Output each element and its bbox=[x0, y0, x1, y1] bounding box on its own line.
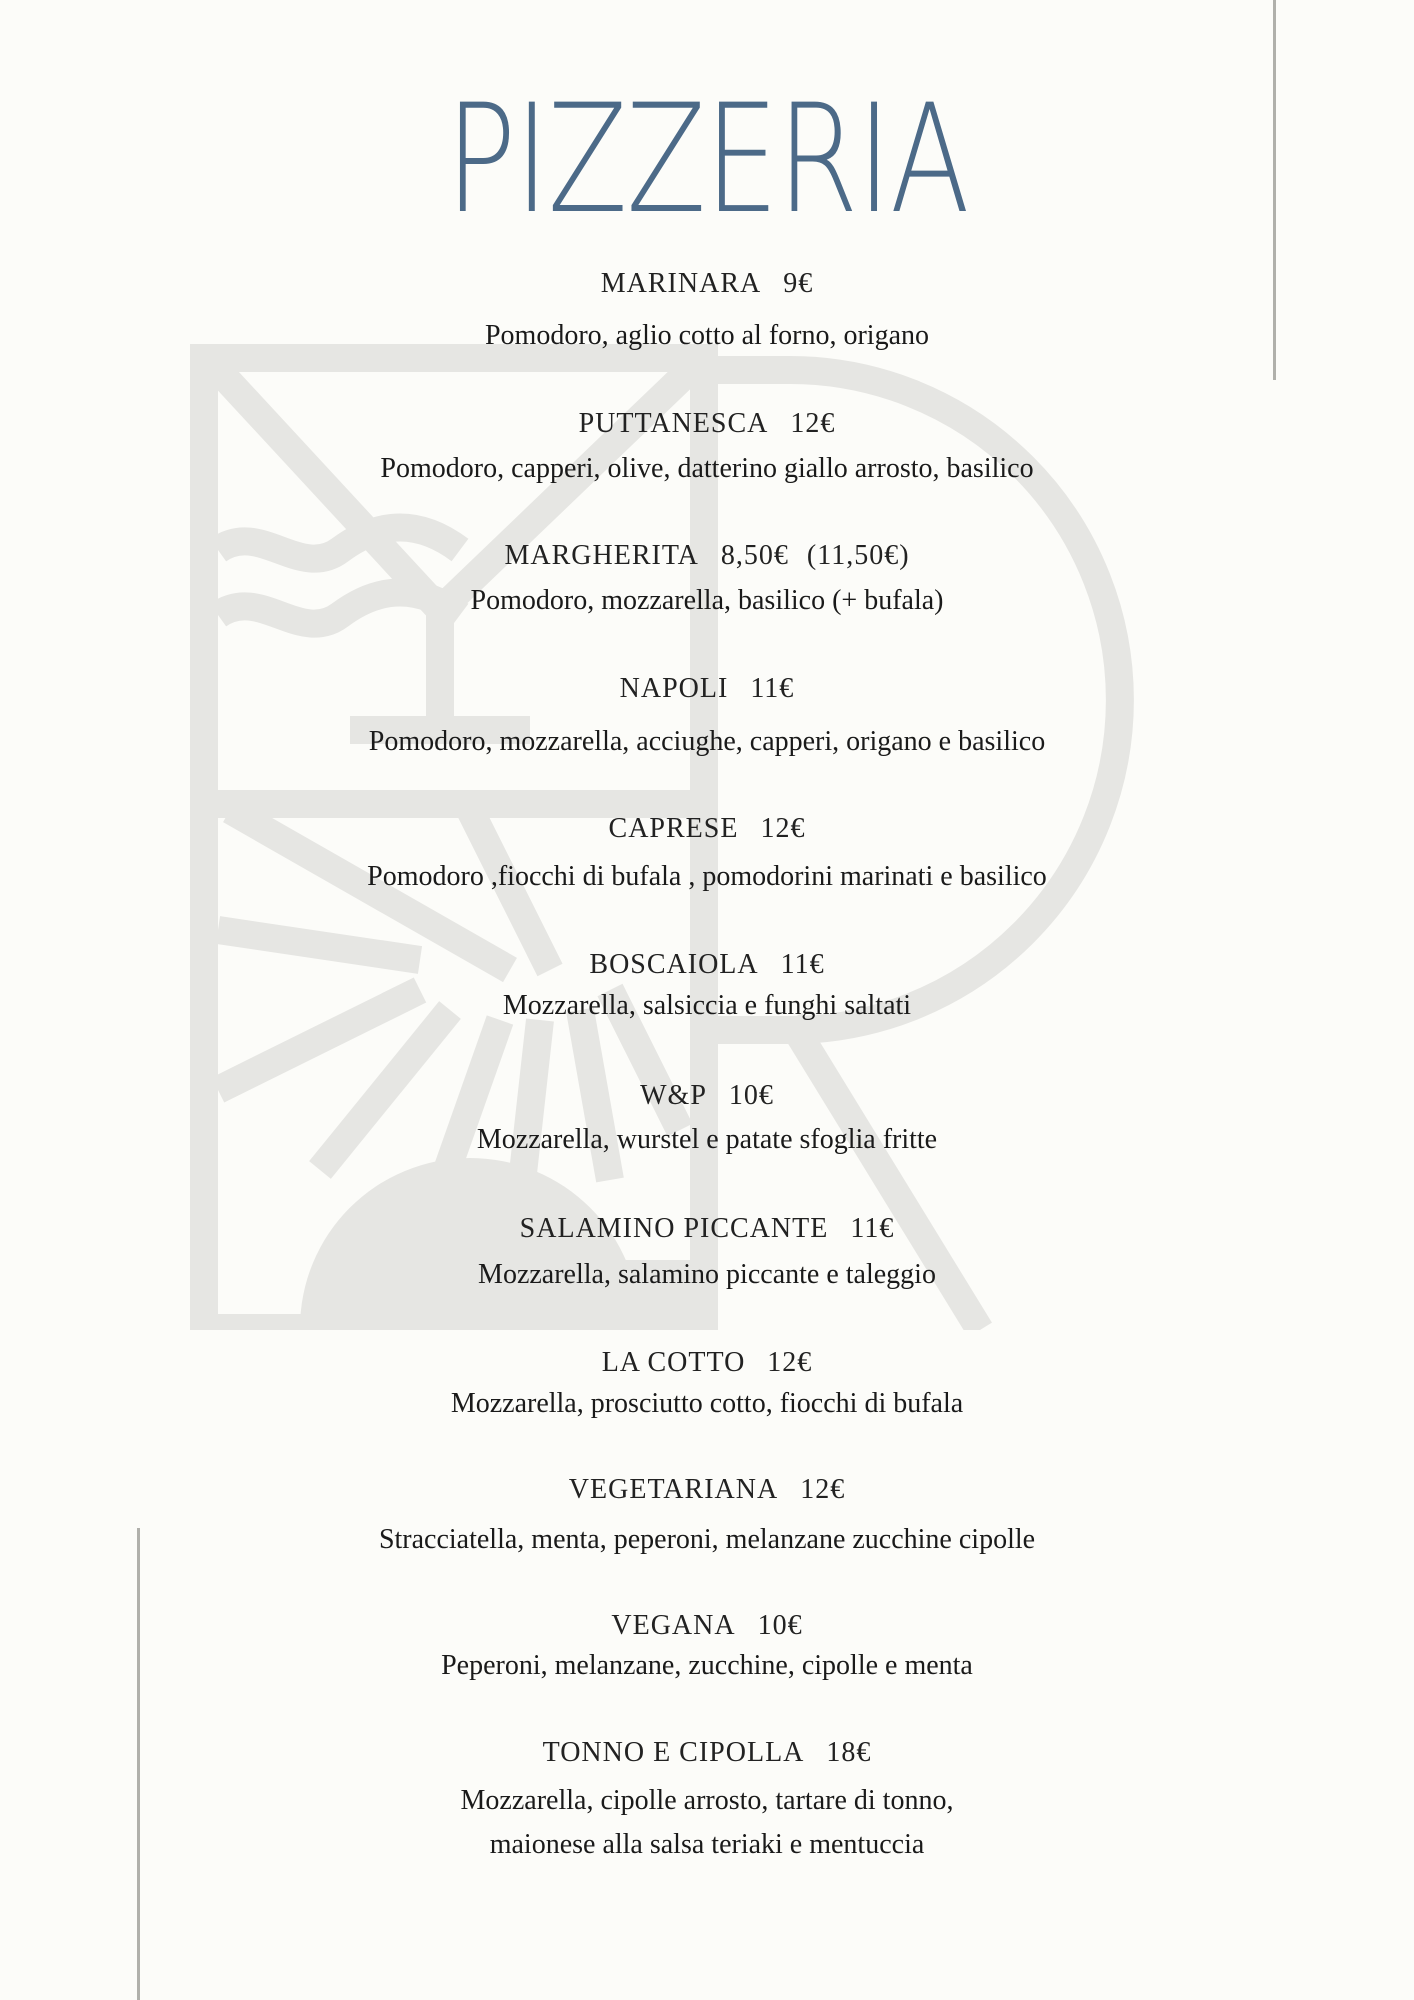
pizza-name: SALAMINO PICCANTE bbox=[519, 1213, 829, 1244]
menu-item-name bbox=[0, 1213, 1414, 1245]
menu-item-name bbox=[0, 813, 1414, 845]
pizza-price: 11€ bbox=[780, 949, 825, 980]
pizza-price: 11€ bbox=[850, 1213, 895, 1244]
menu-item-description: Pomodoro, capperi, olive, datterino giallo arrosto, basilico bbox=[380, 453, 1034, 484]
menu-item-description: Mozzarella, salsiccia e funghi saltati bbox=[502, 990, 912, 1021]
menu-item-name bbox=[0, 1610, 1414, 1642]
pizza-name: BOSCAIOLA bbox=[589, 949, 759, 980]
pizza-price: 9€ bbox=[783, 268, 814, 299]
pizza-name: MARINARA bbox=[600, 268, 762, 299]
menu-item-name bbox=[0, 408, 1414, 440]
menu-item-name bbox=[0, 1474, 1414, 1506]
pizza-name: NAPOLI bbox=[619, 673, 729, 704]
pizza-price-extra: (11,50€) bbox=[806, 540, 910, 571]
pizza-name: VEGETARIANA bbox=[568, 1474, 779, 1505]
pizza-price: 8,50€ bbox=[720, 540, 789, 571]
pizza-name: LA COTTO bbox=[601, 1347, 746, 1378]
pizza-price: 12€ bbox=[800, 1474, 846, 1505]
menu-item-description: maionese alla salsa teriaki e mentuccia bbox=[489, 1829, 925, 1860]
menu-item-description: Mozzarella, cipolle arrosto, tartare di tonno, bbox=[460, 1785, 954, 1816]
pizza-price: 18€ bbox=[826, 1737, 872, 1768]
pizza-name: VEGANA bbox=[611, 1610, 736, 1641]
menu-item-name bbox=[0, 949, 1414, 981]
pizza-name: W&P bbox=[640, 1080, 707, 1111]
menu-item-description: Pomodoro, mozzarella, basilico (+ bufala) bbox=[470, 585, 944, 616]
page-title: PIZZERIA bbox=[445, 73, 969, 247]
pizza-name: PUTTANESCA bbox=[578, 408, 769, 439]
menu-item-description: Mozzarella, prosciutto cotto, fiocchi di bufala bbox=[450, 1388, 964, 1419]
menu-item-description: Pomodoro ,fiocchi di bufala , pomodorini marinati e basilico bbox=[367, 861, 1047, 892]
pizza-price: 10€ bbox=[728, 1080, 774, 1111]
menu-item-description: Pomodoro, mozzarella, acciughe, capperi, origano e basilico bbox=[368, 726, 1046, 757]
pizza-price: 10€ bbox=[757, 1610, 803, 1641]
menu-item-name bbox=[0, 1737, 1414, 1769]
menu-item-description: Mozzarella, salamino piccante e taleggio bbox=[478, 1259, 936, 1290]
menu-item-description: Peperoni, melanzane, zucchine, cipolle e menta bbox=[441, 1650, 973, 1681]
pizza-name: TONNO E CIPOLLA bbox=[542, 1737, 805, 1768]
pizza-name: MARGHERITA bbox=[504, 540, 699, 571]
pizza-price: 12€ bbox=[790, 408, 836, 439]
menu-item-description: Stracciatella, menta, peperoni, melanzane zucchine cipolle bbox=[378, 1524, 1036, 1555]
menu-item-name bbox=[0, 268, 1414, 300]
menu-item-description: Pomodoro, aglio cotto al forno, origano bbox=[484, 320, 930, 351]
pizza-price: 12€ bbox=[760, 813, 806, 844]
pizza-price: 12€ bbox=[767, 1347, 813, 1378]
menu-item-name bbox=[0, 1347, 1414, 1379]
menu-item-name bbox=[0, 540, 1414, 572]
pizza-price: 11€ bbox=[750, 673, 795, 704]
menu-item-name bbox=[0, 1080, 1414, 1112]
menu-item-description: Mozzarella, wurstel e patate sfoglia fritte bbox=[476, 1124, 938, 1155]
menu-item-name bbox=[0, 673, 1414, 705]
pizza-name: CAPRESE bbox=[608, 813, 739, 844]
